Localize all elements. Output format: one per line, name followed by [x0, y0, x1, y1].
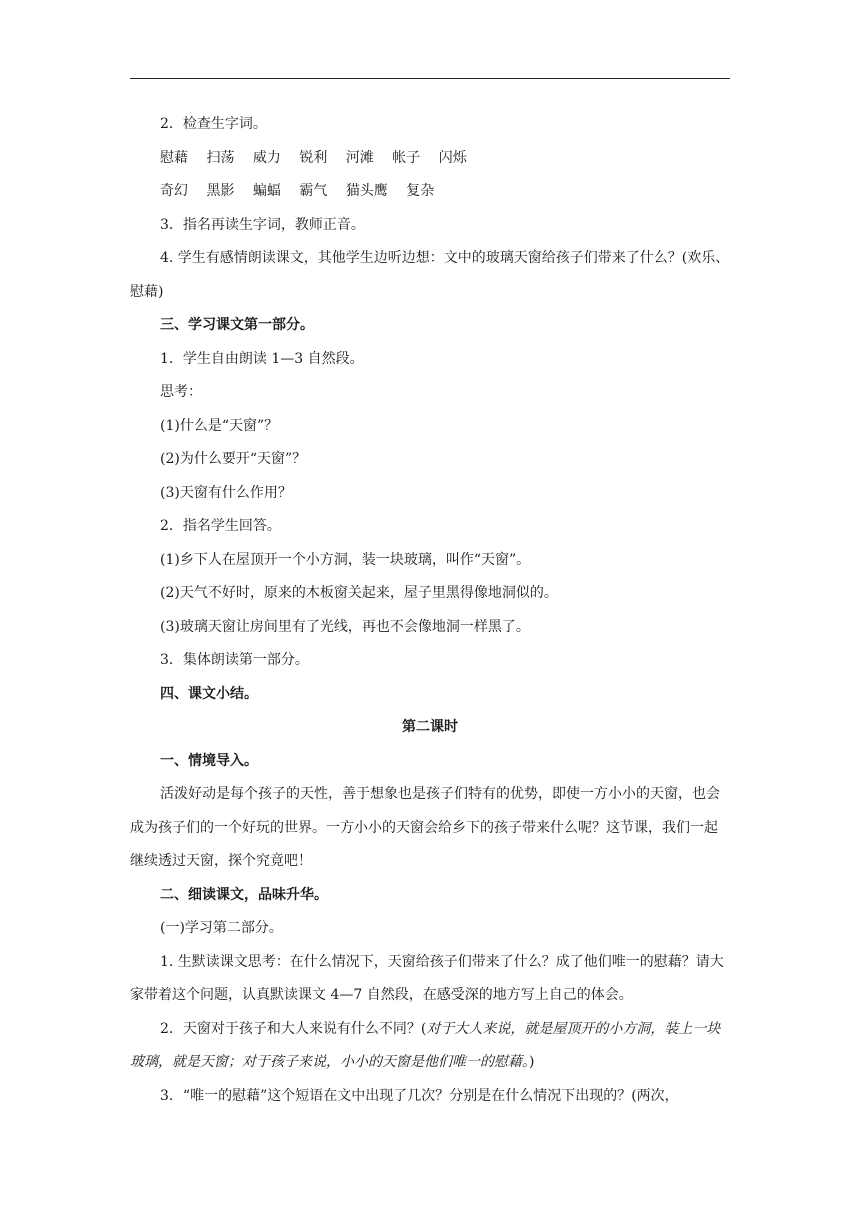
- answer-3: (3)玻璃天窗让房间里有了光线，再也不会像地洞一样黑了。: [160, 618, 530, 635]
- vocab-word: 闪烁: [438, 149, 467, 166]
- vocab-word: 奇幻: [160, 183, 188, 199]
- vocab-word: 帐子: [392, 149, 421, 166]
- answer-1: (1)乡下人在屋顶开一个小方洞，装一块玻璃，叫作“天窗”。: [160, 551, 531, 568]
- step-2-question: 2．天窗对于孩子和大人来说有什么不同？(: [160, 1020, 427, 1037]
- lesson-title: 第二课时: [402, 719, 458, 735]
- question-2: (2)为什么要开“天窗”？: [160, 451, 307, 467]
- section-heading-4: 四、课文小结。: [160, 685, 258, 702]
- section-heading-close-read: 二、细读课文，品味升华。: [160, 886, 328, 903]
- vocab-row-2: [130, 175, 730, 209]
- step-read-aloud: 4. 学生有感情朗读课文，其他学生边听边想：文中的玻璃天窗给孩子们带来了什么？(欢乐、慰藉): [130, 250, 730, 300]
- answer-2: (2)天气不好时，原来的木板窗关起来，屋子里黑得像地洞似的。: [160, 585, 558, 601]
- question-3: (3)天窗有什么作用？: [160, 484, 292, 501]
- vocab-word: 蝙蝠: [252, 183, 281, 199]
- step-2-close: ): [529, 1054, 535, 1070]
- paragraph-step-2: [130, 1013, 730, 1080]
- vocab-word: 锐利: [299, 149, 328, 166]
- vocab-word: 威力: [252, 149, 281, 166]
- step-reread: 3．指名再读生字词，教师正音。: [160, 216, 365, 233]
- vocab-row-1: [130, 142, 730, 176]
- vocab-word: 猫头鹰: [345, 183, 388, 199]
- paragraph-step-3: 3．“唯一的慰藉”这个短语在文中出现了几次？分别是在什么情况下出现的？(两次，: [160, 1087, 679, 1104]
- vocab-word: 慰藉: [160, 149, 188, 166]
- step-answer: 2．指名学生回答。: [160, 518, 281, 534]
- question-1: (1)什么是“天窗”？: [160, 417, 279, 434]
- vocab-word: 扫荡: [206, 149, 235, 166]
- subsection-label: (一)学习第二部分。: [160, 920, 283, 936]
- vocab-word: 河滩: [345, 149, 374, 166]
- section-heading-3: 三、学习课文第一部分。: [160, 317, 314, 333]
- section-heading-intro: 一、情境导入。: [160, 752, 258, 769]
- step-free-read: 1．学生自由朗读 1—3 自然段。: [160, 350, 364, 367]
- vocab-word: 复杂: [406, 183, 435, 199]
- think-label: 思考：: [160, 384, 202, 400]
- intro-paragraph: 活泼好动是每个孩子的天性，善于想象也是孩子们特有的优势，即使一方小小的天窗，也会成为孩子们的一个好玩的世界。一方小小的天窗会给乡下的孩子带来什么呢？这节课，我们一起继续透过天窗，探个究竟吧！: [130, 786, 720, 869]
- vocab-word: 霸气: [299, 183, 328, 199]
- step-group-read: 3．集体朗读第一部分。: [160, 652, 309, 668]
- header-rule: [130, 78, 730, 79]
- step-2-answer: 对于大人来说，就是屋顶开的小方洞，装上一块玻璃，就是天窗；对于孩子来说，小小的天窗是他们唯一的慰藉。: [130, 1020, 721, 1070]
- document-body: [130, 108, 730, 1113]
- vocab-word: 黑影: [206, 183, 235, 199]
- step-check-words: 2．检查生字词。: [160, 116, 267, 132]
- paragraph-step-1: 1. 生默读课文思考：在什么情况下，天窗给孩子们带来了什么？成了他们唯一的慰藉？请大家带着这个问题，认真默读课文 4—7 自然段，在感受深的地方写上自己的体会。: [130, 953, 724, 1003]
